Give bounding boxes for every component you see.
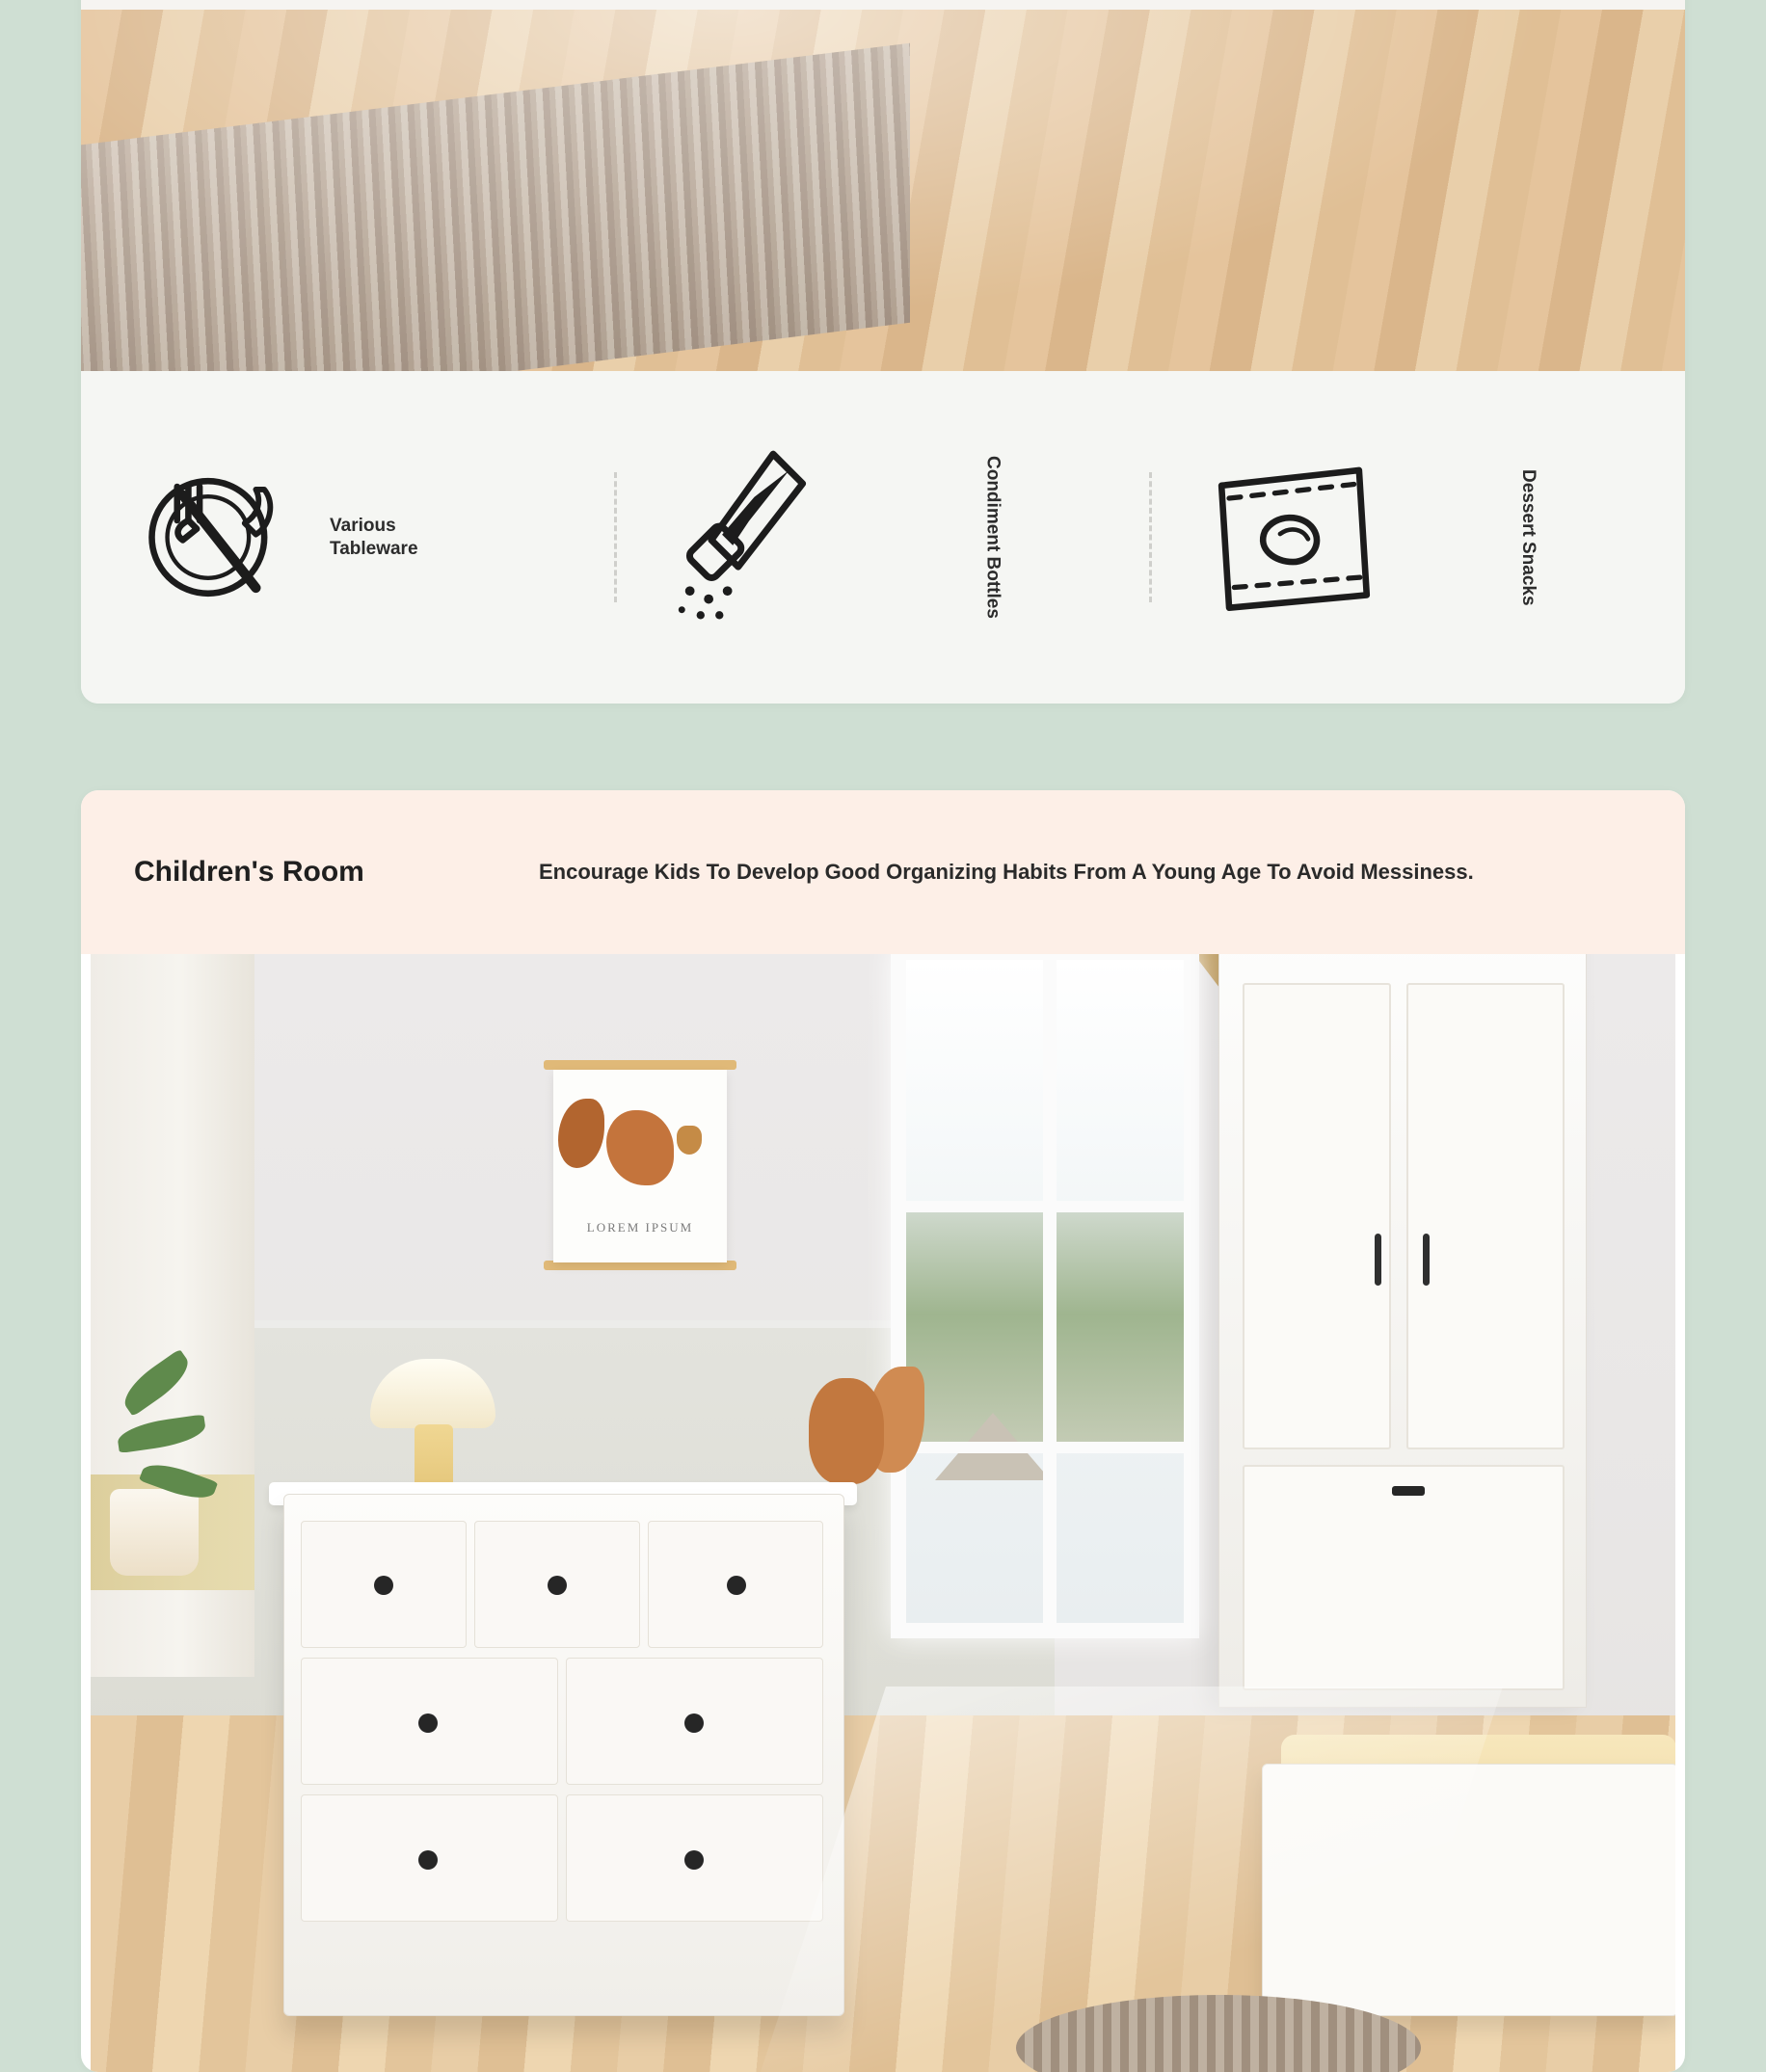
poster-acorn: [677, 1126, 702, 1155]
childrens-room-title: Children's Room: [134, 856, 364, 888]
icon-cell-tableware: [81, 371, 614, 704]
drawer-knob: [727, 1576, 746, 1595]
poster-squirrel-tail: [558, 1099, 604, 1168]
icon-cell-condiment: [617, 371, 1150, 704]
icon-cell-snacks: [1152, 371, 1685, 704]
childrens-room-card: [81, 790, 1685, 2072]
poster-rail-top: [544, 1060, 736, 1070]
condiment-shaker-icon: [663, 453, 846, 622]
wardrobe-panel: [1243, 983, 1391, 1449]
kitchen-icon-strip: [81, 371, 1685, 704]
drawer-knob: [418, 1713, 438, 1733]
window-mullion: [1043, 960, 1057, 1623]
icon-label-condiment: Condiment Bottles: [982, 456, 1003, 619]
wardrobe-drawer-pull[interactable]: [1392, 1486, 1425, 1496]
wardrobe-lower-drawer: [1243, 1465, 1565, 1690]
drawer-knob: [374, 1576, 393, 1595]
poster-title-text: LOREM IPSUM: [586, 1220, 694, 1235]
wardrobe-panel: [1406, 983, 1565, 1449]
plush-squirrel: [809, 1378, 884, 1484]
window-mullion: [906, 1442, 1184, 1453]
plant-pot: [110, 1489, 199, 1576]
drawer-knob: [418, 1850, 438, 1870]
drawer-knob: [548, 1576, 567, 1595]
plate-fork-knife-icon: [127, 453, 310, 622]
wardrobe-handle[interactable]: [1423, 1234, 1430, 1286]
window-mullion: [906, 1201, 1184, 1212]
drawer-knob: [684, 1713, 704, 1733]
drawer-knob: [684, 1850, 704, 1870]
poster-squirrel: [606, 1110, 674, 1185]
childrens-room-header: [81, 790, 1685, 954]
childrens-room-subtitle: Encourage Kids To Develop Good Organizing Habits From A Young Age To Avoid Messiness.: [539, 860, 1474, 885]
kids-window: [891, 954, 1199, 1638]
snack-bag-icon: [1198, 453, 1381, 622]
kitchen-photo: [81, 0, 1685, 371]
icon-label-snacks: Dessert Snacks: [1518, 468, 1539, 606]
childrens-room-photo: [91, 954, 1675, 2072]
wardrobe-handle[interactable]: [1375, 1234, 1381, 1286]
kitchen-section-card: [81, 0, 1685, 704]
icon-label-tableware: Various Tableware: [330, 515, 418, 559]
sunlight-patch: [761, 1687, 1503, 2072]
kids-poster: [553, 1070, 727, 1262]
